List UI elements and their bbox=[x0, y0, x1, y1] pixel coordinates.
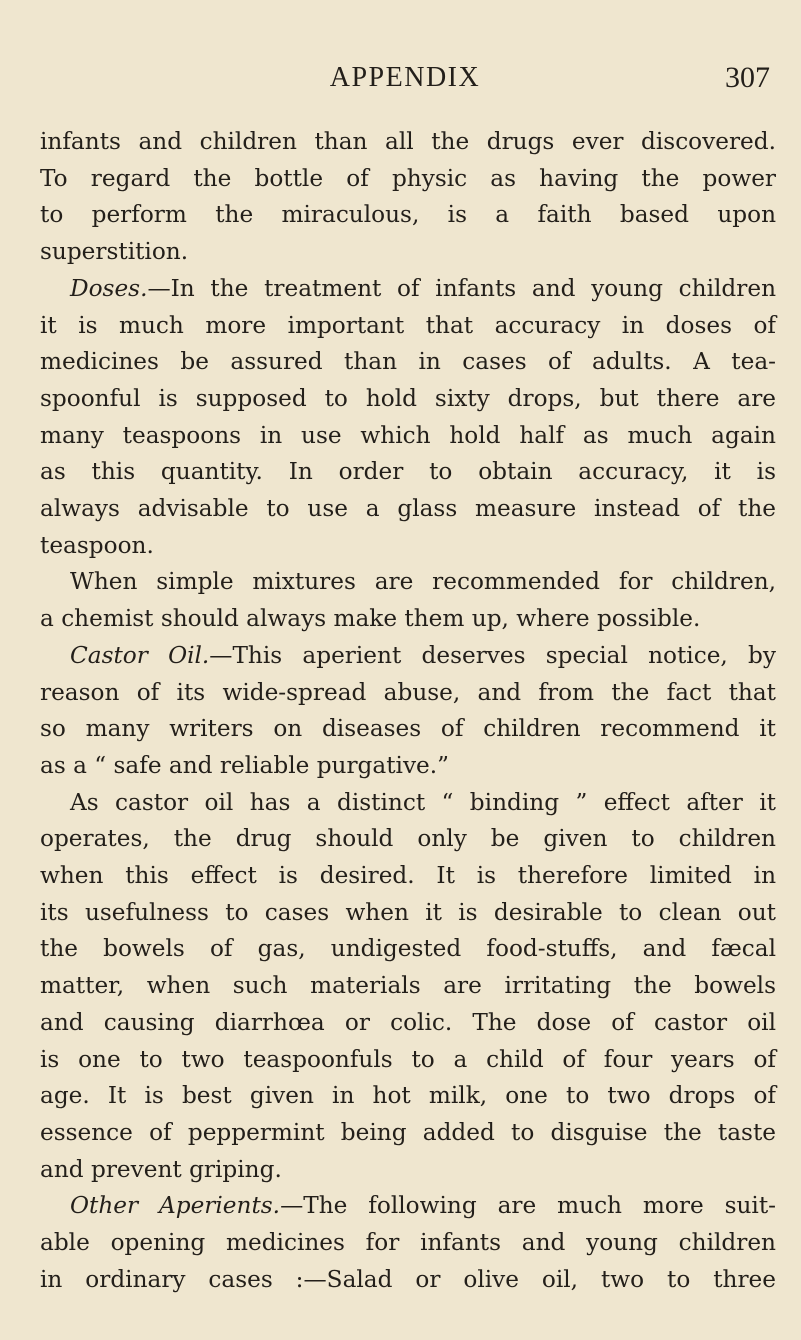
text-line: infants and children than all the drugs ever discovered. bbox=[40, 128, 776, 155]
text-line: the bowels of gas, undigested food-stuffs, and fæcal bbox=[40, 935, 776, 963]
text-line: To regard the bottle of physic as having the power bbox=[40, 164, 776, 192]
paragraph-castor-oil bbox=[40, 638, 776, 785]
text-line: when this effect is desired. It is therefore limited in bbox=[40, 862, 776, 890]
paragraph-continuation bbox=[40, 124, 776, 271]
text-line: is one to two teaspoonfuls to a child of four years of bbox=[40, 1045, 776, 1073]
section-heading-other-aperients: Other Aperients. bbox=[70, 1192, 281, 1220]
text-line: medicines be assured than in cases of adults. A tea- bbox=[40, 348, 776, 376]
text-line: many teaspoons in use which hold half as much again bbox=[40, 421, 776, 449]
body-text bbox=[40, 124, 776, 1299]
text-line bbox=[40, 1188, 776, 1225]
page-number: 307 bbox=[725, 61, 770, 94]
text-line: matter, when such materials are irritating the bowels bbox=[40, 972, 776, 1000]
text-line: essence of peppermint being added to disguise the taste bbox=[40, 1118, 776, 1146]
running-title: APPENDIX bbox=[329, 62, 481, 93]
text-line-content: —This aperient deserves special notice, by bbox=[209, 641, 776, 669]
text-line: as this quantity. In order to obtain accuracy, it is bbox=[40, 458, 776, 486]
paragraph-mixtures bbox=[40, 564, 776, 637]
paragraph-castor-oil-usage bbox=[40, 785, 776, 1189]
text-line: to perform the miraculous, is a faith based upon bbox=[40, 201, 776, 229]
text-line: As castor oil has a distinct “ binding ” effect after it bbox=[70, 788, 776, 816]
text-line: and prevent griping. bbox=[40, 1155, 282, 1183]
text-line: always advisable to use a glass measure instead of the bbox=[40, 495, 776, 523]
text-line-content: —The following are much more suit- bbox=[280, 1192, 777, 1220]
section-heading-doses: Doses. bbox=[70, 274, 148, 302]
text-line: a chemist should always make them up, where possible. bbox=[40, 605, 701, 633]
text-line: operates, the drug should only be given to children bbox=[40, 825, 776, 853]
text-line bbox=[40, 271, 776, 308]
text-line: and causing diarrhœa or colic. The dose of castor oil bbox=[40, 1008, 776, 1036]
text-line: reason of its wide-spread abuse, and from the fact that bbox=[40, 678, 776, 706]
text-line: superstition. bbox=[40, 238, 189, 266]
text-line: in ordinary cases :—Salad or olive oil, two to three bbox=[40, 1265, 776, 1293]
text-line: as a “ safe and reliable purgative.” bbox=[40, 751, 450, 779]
section-heading-castor-oil: Castor Oil. bbox=[70, 641, 210, 669]
text-line: spoonful is supposed to hold sixty drops, but there are bbox=[40, 384, 776, 412]
text-line: so many writers on diseases of children recommend it bbox=[40, 715, 776, 743]
paragraph-other-aperients bbox=[40, 1188, 776, 1298]
paragraph-doses bbox=[40, 271, 776, 565]
text-line: teaspoon. bbox=[40, 531, 154, 559]
text-line: age. It is best given in hot milk, one to two drops of bbox=[40, 1082, 776, 1110]
text-line bbox=[40, 638, 776, 675]
text-line: its usefulness to cases when it is desirable to clean out bbox=[40, 898, 776, 926]
text-line: it is much more important that accuracy in doses of bbox=[40, 311, 776, 339]
text-line: able opening medicines for infants and young children bbox=[40, 1229, 776, 1257]
running-head bbox=[40, 58, 770, 98]
text-line-content: —In the treatment of infants and young children bbox=[147, 274, 776, 302]
text-line: When simple mixtures are recommended for children, bbox=[70, 568, 776, 596]
